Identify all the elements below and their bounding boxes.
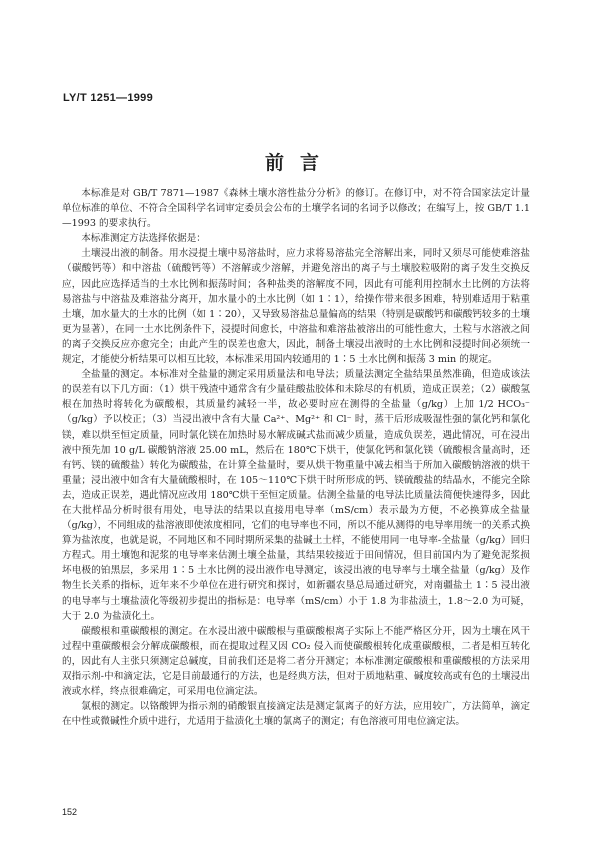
page-number: 152: [62, 807, 78, 817]
paragraph: 全盐量的测定。本标准对全盐量的测定采用质量法和电导法；质量法测定全盐结果虽然准确，但造成该法的误差有以下几方面：（1）烘干残渣中通常含有少量硅酸盐胶体和未除尽的有机质，造成正误差；（2）碳酸氢根在加热时将转化为碳酸根，其质量约减轻一半，故必要时应在测得的全盐量（g/kg）上加 1/2 HCO₃⁻（g/kg）予以校正；（3）当浸出液中含有大量 Ca²⁺、Mg²⁺ 和 Cl⁻ 时，蒸干后形成吸湿性强的氯化钙和氯化镁，难以烘至恒定质量，同时氯化镁在加热时易水解成碱式盐而减少质量，造成负误差，遇此情况，可在浸出液中预先加 10 g/L 碳酸钠溶液 25.00 mL，然后在 180℃下烘干，使氯化钙和氯化镁（硫酸根含量高时，还有钙、镁的硫酸盐）转化为碳酸盐，在计算全盐量时，要从烘干物重量中减去相当于所加入碳酸钠溶液的烘干重量；浸出液中如含有大量硫酸根时，在 105～110℃下烘干时所形成的钙、镁硫酸盐的结晶水，不能完全除去，造成正误差，遇此情况应改用 180℃烘干至恒定质量。估测全盐量的电导法比质量法简便快速得多，因此在大批样品分析时很有用处，电导法的结果以直接用电导率（mS/cm）表示最为方便，不必换算成全盐量（g/kg），不同组成的盐溶液即使浓度相同，它们的电导率也不同，所以不能从测得的电导率用统一的关系式换算为盐浓度，也就是说，不同地区和不同时期所采集的盐碱土土样，不能使用同一电导率-全盐量（g/kg）回归方程式。用土壤饱和泥浆的电导率来估测土壤全盐量，其结果较接近于田间情况，但目前国内为了避免泥浆损坏电极的铂黑层，多采用 1∶5 土水比例的浸出液作电导测定，该浸出液的电导率与土壤全盐量（g/kg）及作物生长关系的指标，近年来不少单位在进行研究和探讨，如新疆农垦总局通过研究，对南疆盐土 1∶5 浸出液的电导率与土壤盐渍化等级初步提出的指标是：电导率（mS/cm）小于 1.8 为非盐渍土，1.8～2.0 为可疑，大于 2.0 为盐渍化土。: [62, 369, 530, 622]
paragraph: 本标准是对 GB/T 7871—1987《森林土壤水溶性盐分分析》的修订。在修订中，对不符合国家法定计量单位标准的单位、不符合全国科学名词审定委员会公布的土壤学名词的名词予以修改；在编写上，按 GB/T 1.1—1993 的要求执行。: [62, 188, 530, 230]
page-title: 前言: [264, 152, 335, 174]
paragraph: 本标准测定方法选择依据是：: [81, 233, 206, 245]
standard-code: LY/T 1251—1999: [63, 92, 154, 104]
paragraph: 土壤浸出液的制备。用水浸提土壤中易溶盐时，应力求将易溶盐完全溶解出来，同时又须尽可能使难溶盐（碳酸钙等）和中溶盐（硫酸钙等）不溶解或少溶解，并避免溶出的离子与土壤胶粒吸附的离子发生交换反应，因此应选择适当的土水比例和振荡时间；各种盐类的溶解度不同，因此有可能利用控制水土比例的方法将易溶盐与中溶盐及难溶盐分离开，加水量小的土水比例（如 1∶1），给操作带来很多困难，特别难适用于粘重土壤，加水量大的土水的比例（如 1∶20），又导致易溶盐总量偏高的结果（特别是碳酸钙和碳酸钙较多的土壤更为显著），在同一土水比例条件下，浸提时间愈长，中溶盐和难溶盐被溶出的可能性愈大，土粒与水溶液之间的离子交换反应亦愈完全；由此产生的误差也愈大，因此，制备土壤浸出液时的土水比例和浸提时间必须统一规定，才能使分析结果可以相互比较，本标准采用国内较通用的 1∶5 土水比例和振荡 3 min 的规定。: [62, 248, 530, 366]
paragraph: 氯根的测定。以铬酸钾为指示剂的硝酸银直接滴定法是测定氯离子的好方法，应用较广，方法简单，滴定在中性或微碱性介质中进行，尤适用于盐渍化土壤的氯离子的测定；有色溶液可用电位滴定法。: [62, 701, 530, 728]
body-text: [62, 186, 530, 729]
paragraph: 碳酸根和重碳酸根的测定。在水浸出液中碳酸根与重碳酸根离子实际上不能严格区分开，因为土壤在风干过程中重碳酸根会分解成碳酸根，而在提取过程又因 CO₂ 侵入而使碳酸根转化成重碳酸根，二者是相互转化的，因此有人主张只须测定总碱度，目前我们还是将二者分开测定；本标准测定碳酸根和重碳酸根的方法采用双指示剂-中和滴定法，它是目前最通行的方法，也是经典方法，但对于质地粘重、碱度较高或有色的土壤浸出液或水样，终点很难确定，可采用电位滴定法。: [62, 625, 530, 698]
